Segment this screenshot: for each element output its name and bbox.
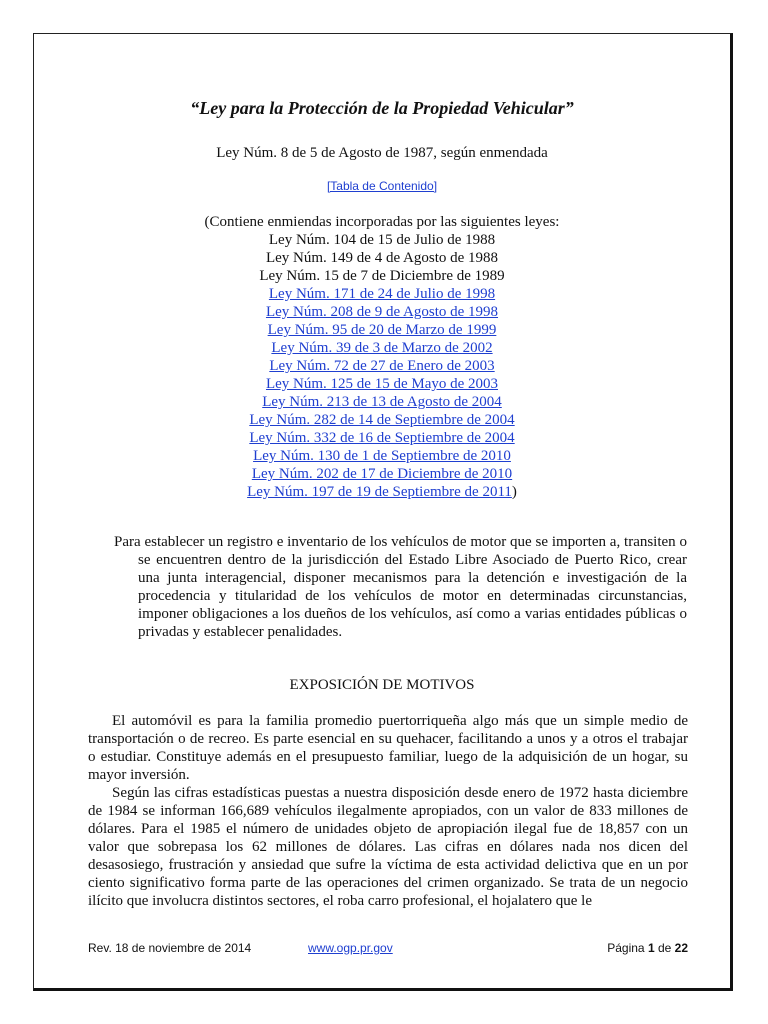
amendment-link[interactable]: Ley Núm. 202 de 17 de Diciembre de 2010	[251, 466, 513, 482]
amendment-link[interactable]: Ley Núm. 282 de 14 de Septiembre de 2004	[249, 412, 515, 428]
amendment-link[interactable]: Ley Núm. 171 de 24 de Julio de 1998	[268, 286, 496, 302]
website-link[interactable]: www.ogp.pr.gov	[308, 941, 393, 955]
amendment-link[interactable]: Ley Núm. 208 de 9 de Agosto de 1998	[265, 304, 499, 320]
paragraph: El automóvil es para la familia promedio puertorriqueña algo más que un simple medio de transportación o de recreo. Es parte esencial en su quehacer, facilitando a unos y a otros el trabajar o estudiar. Constituye además en el presupuesto familiar, luego de la adquisición de un hogar, su mayor inversión.	[88, 713, 688, 783]
document-title: “Ley para la Protección de la Propiedad Vehicular”	[190, 98, 574, 118]
toc-container	[34, 179, 730, 193]
law-subtitle: Ley Núm. 8 de 5 de Agosto de 1987, según enmendada	[216, 145, 548, 161]
amendment-link[interactable]: Ley Núm. 95 de 20 de Marzo de 1999	[267, 322, 497, 338]
amendment-link[interactable]: Ley Núm. 72 de 27 de Enero de 2003	[269, 358, 495, 374]
amendments-list	[34, 213, 730, 501]
amendment-link[interactable]: Ley Núm. 125 de 15 de Mayo de 2003	[265, 376, 499, 392]
amendment-link[interactable]: Ley Núm. 39 de 3 de Marzo de 2002	[271, 340, 493, 356]
amendment-item: Ley Núm. 104 de 15 de Julio de 1988	[268, 232, 496, 248]
amendment-item: Ley Núm. 149 de 4 de Agosto de 1988	[265, 250, 499, 266]
purpose-text: Para establecer un registro e inventario de los vehículos de motor que se importen a, transiten o se encuentren dentro de la jurisdicción del Estado Libre Asociado de Puerto Rico, crear una junta interagencial, disponer mecanismos para la detención e investigación de la procedencia y titularidad de los vehículos de motor en determinadas circunstancias, imponer obligaciones a los dueños de los vehículos, así como a varias entidades públicas o privadas y establecer penalidades.	[114, 534, 687, 640]
paragraph: Según las cifras estadísticas puestas a nuestra disposición desde enero de 1972 hasta diciembre de 1984 se informan 166,689 vehículos ilegalmente apropiados, con un valor de 833 millones de dólares. Para el 1985 el número de unidades objeto de apropiación ilegal fue de 18,857 con un valor que sobrepasa los 62 millones de dólares. Las cifras en dólares nada nos dicen del desasosiego, frustración y ansiedad que sufre la víctima de esta actividad delictiva que en un por ciento significativo forma parte de las operaciones del crimen organizado. Se trata de un negocio ilícito que involucra distintos sectores, el roba carro profesional, el hojalatero que le	[88, 785, 688, 909]
amendments-intro: (Contiene enmiendas incorporadas por las siguientes leyes:	[204, 214, 560, 230]
purpose-clause	[114, 533, 687, 641]
amendments-close: )	[511, 484, 517, 500]
document-page	[33, 33, 733, 991]
amendment-link[interactable]: Ley Núm. 197 de 19 de Septiembre de 2011	[247, 484, 512, 500]
table-of-contents-link[interactable]: [Tabla de Contenido]	[326, 179, 438, 193]
amendment-link[interactable]: Ley Núm. 213 de 13 de Agosto de 2004	[262, 394, 502, 410]
amendment-link[interactable]: Ley Núm. 130 de 1 de Septiembre de 2010	[253, 448, 511, 464]
page-number: Página 1 de 22	[607, 941, 688, 955]
revision-date: Rev. 18 de noviembre de 2014	[88, 941, 252, 955]
body-text	[88, 712, 688, 910]
amendment-item: Ley Núm. 15 de 7 de Diciembre de 1989	[259, 268, 505, 284]
section-heading: EXPOSICIÓN DE MOTIVOS	[289, 677, 475, 693]
amendment-link[interactable]: Ley Núm. 332 de 16 de Septiembre de 2004	[249, 430, 515, 446]
